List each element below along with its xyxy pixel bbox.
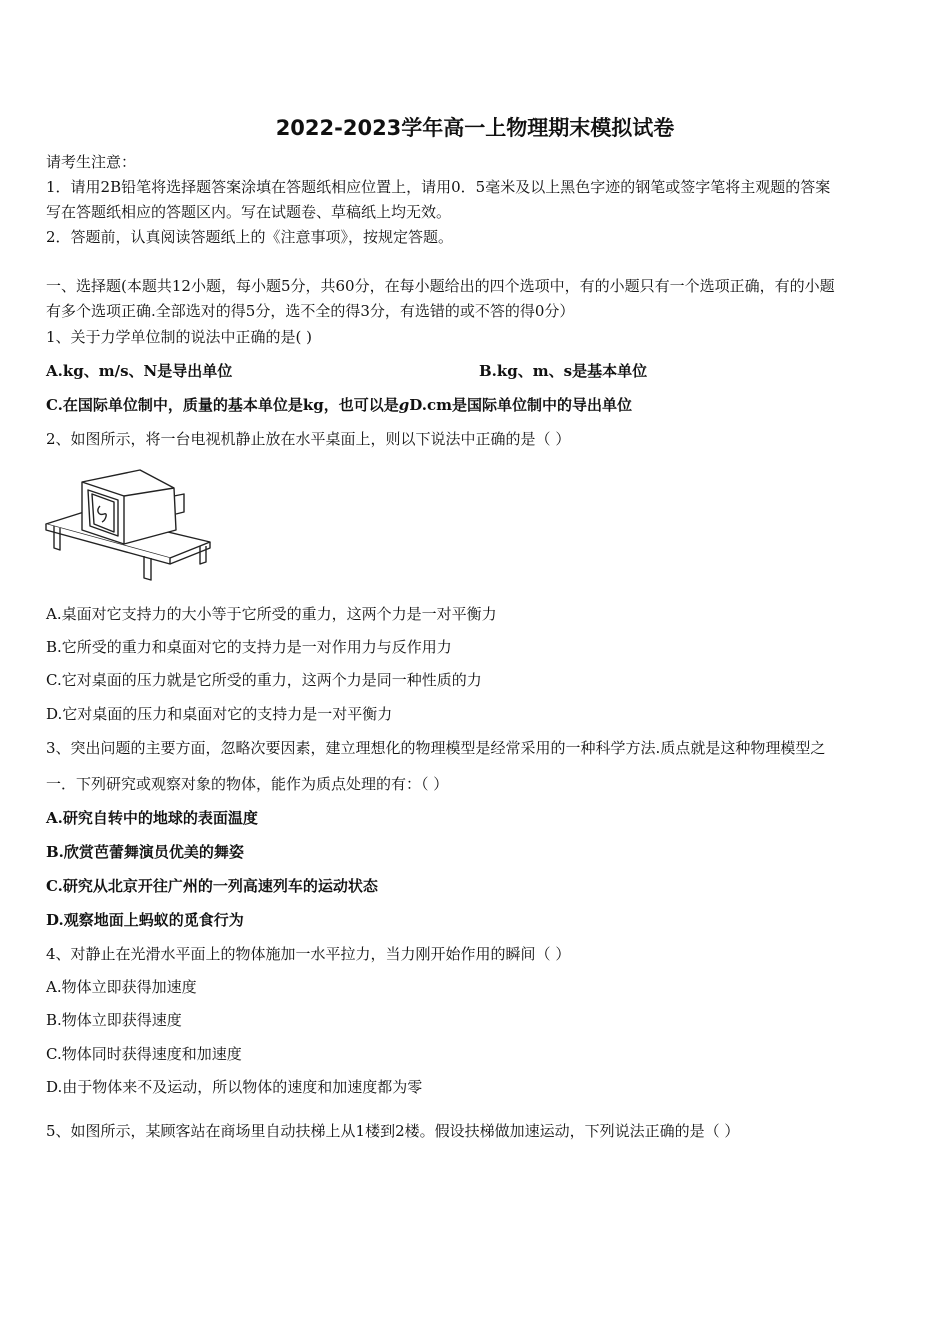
q4-option-a: A.物体立即获得加速度 [46,978,197,996]
section-intro-1: 一、选择题(本题共12小题，每小题5分，共60分，在每小题给出的四个选项中，有的小题只有一个选项正确，有的小题 [46,277,835,295]
notice-line-2: 写在答题纸相应的答题区内。写在试题卷、草稿纸上均无效。 [46,203,452,221]
q2-option-c: C.它对桌面的压力就是它所受的重力，这两个力是同一种性质的力 [46,671,482,689]
q4-option-c: C.物体同时获得速度和加速度 [46,1045,242,1063]
q1-option-a: A.kg、m/s、N是导出单位 [46,362,233,380]
q1-stem: 1、关于力学单位制的说法中正确的是( ) [46,328,313,346]
tv-on-table-figure [44,468,214,584]
q3-stem-1: 3、突出问题的主要方面，忽略次要因素，建立理想化的物理模型是经常采用的一种科学方法.质点就是这种物理模型之 [46,739,826,757]
q3-stem-2: 一．下列研究或观察对象的物体，能作为质点处理的有：（ ） [46,775,449,793]
q3-option-d: D.观察地面上蚂蚁的觅食行为 [46,911,244,929]
section-intro-2: 有多个选项正确.全部选对的得5分，选不全的得3分，有选错的或不答的得0分） [46,302,575,320]
page-title: 2022-2023学年高一上物理期末模拟试卷 [275,116,675,140]
q1-option-b: B.kg、m、s是基本单位 [479,362,648,380]
q4-option-d: D.由于物体来不及运动，所以物体的速度和加速度都为零 [46,1078,423,1096]
q1-option-c-pre: C.在国际单位制中，质量的基本单位是kg，也可以是 [46,396,399,414]
q2-stem: 2、如图所示，将一台电视机静止放在水平桌面上，则以下说法中正确的是（ ） [46,430,571,448]
q1-option-c [46,395,632,415]
q3-option-a: A.研究自转中的地球的表面温度 [46,809,258,827]
q2-option-a: A.桌面对它支持力的大小等于它所受的重力，这两个力是一对平衡力 [46,605,497,623]
q3-option-c: C.研究从北京开往广州的一列高速列车的运动状态 [46,877,378,895]
q2-option-b: B.它所受的重力和桌面对它的支持力是一对作用力与反作用力 [46,638,452,656]
notice-heading: 请考生注意： [46,153,137,171]
q3-option-b: B.欣赏芭蕾舞演员优美的舞姿 [46,843,244,861]
q5-stem: 5、如图所示，某顾客站在商场里自动扶梯上从1楼到2楼。假设扶梯做加速运动，下列说法正确的是（ ） [46,1122,740,1140]
q1-option-c-post: D.cm是国际单位制中的导出单位 [409,396,632,414]
q1-option-c-g: g [398,396,410,414]
q4-stem: 4、对静止在光滑水平面上的物体施加一水平拉力，当力刚开始作用的瞬间（ ） [46,945,571,963]
notice-line-1: 1．请用2B铅笔将选择题答案涂填在答题纸相应位置上，请用0．5毫米及以上黑色字迹的钢笔或签字笔将主观题的答案 [46,178,831,196]
q4-option-b: B.物体立即获得速度 [46,1011,182,1029]
notice-line-3: 2．答题前，认真阅读答题纸上的《注意事项》，按规定答题。 [46,228,454,246]
q1-options-ab [46,361,906,381]
q2-option-d: D.它对桌面的压力和桌面对它的支持力是一对平衡力 [46,705,393,723]
